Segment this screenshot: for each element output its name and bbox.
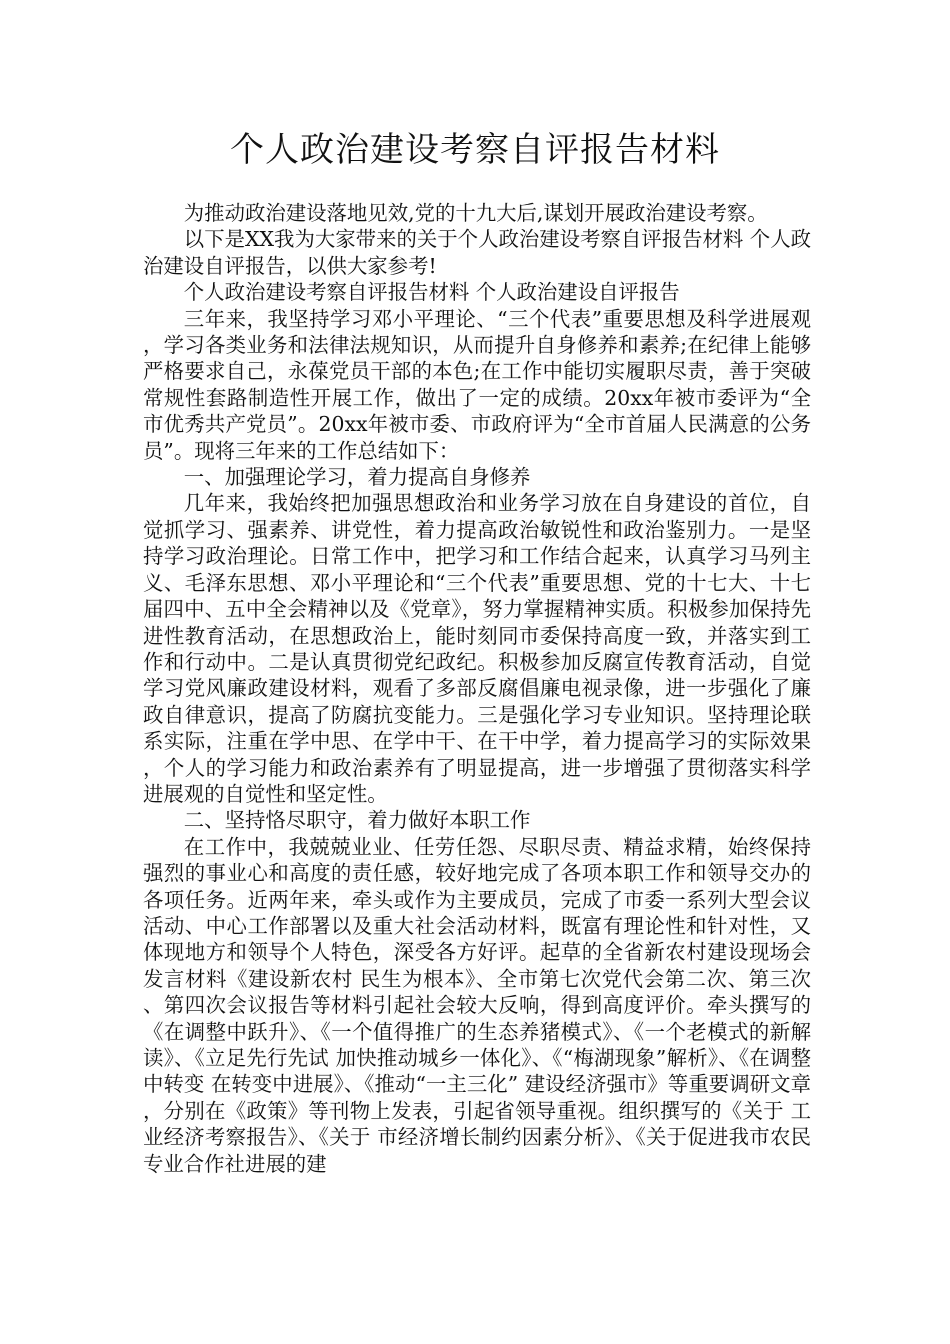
section-heading-2: 二、坚持恪尽职守，着力做好本职工作 [183,808,531,833]
section-heading-1: 一、加强理论学习，着力提高自身修养 [183,465,531,490]
document-body [143,200,811,1177]
document-title: 个人政治建设考察自评报告材料 [230,130,720,170]
paragraph-preface: 以下是XX我为大家带来的关于个人政治建设考察自评报告材料 个人政治建设自评报告，以供大家参考! [143,227,811,278]
paragraph-summary: 三年来，我坚持学习邓小平理论、“三个代表”重要思想及科学进展观，学习各类业务和法律法规知识，从而提升自身修养和素养;在纪律上能够严格要求自己，永葆党员干部的本色;在工作中能切实履职尽责，善于突破常规性套路制造性开展工作，做出了一定的成绩。20xx年被市委评为“全市优秀共产党员”。20xx年被市委、市政府评为“全市首届人民满意的公务员”。现将三年来的工作总结如下： [143,306,811,463]
paragraph-subtitle: 个人政治建设考察自评报告材料 个人政治建设自评报告 [183,280,680,305]
paragraph-section-1: 几年来，我始终把加强思想政治和业务学习放在自身建设的首位，自觉抓学习、强素养、讲党性，着力提高政治敏锐性和政治鉴别力。一是坚持学习政治理论。日常工作中，把学习和工作结合起来，认真学习马列主义、毛泽东思想、邓小平理论和“三个代表”重要思想、党的十七大、十七届四中、五中全会精神以及《党章》，努力掌握精神实质。积极参加保持先进性教育活动，在思想政治上，能时刻同市委保持高度一致，并落实到工作和行动中。二是认真贯彻党纪政纪。积极参加反腐宣传教育活动，自觉学习党风廉政建设材料，观看了多部反腐倡廉电视录像，进一步强化了廉政自律意识，提高了防腐抗变能力。三是强化学习专业知识。坚持理论联系实际，注重在学中思、在学中干、在干中学，着力提高学习的实际效果，个人的学习能力和政治素养有了明显提高，进一步增强了贯彻落实科学进展观的自觉性和坚定性。 [143,491,811,806]
paragraph-intro: 为推动政治建设落地见效,党的十九大后,谋划开展政治建设考察。 [183,201,768,225]
paragraph-section-2: 在工作中，我兢兢业业、任劳任怨、尽职尽责、精益求精，始终保持强烈的事业心和高度的责任感，较好地完成了各项本职工作和领导交办的各项任务。近两年来，牵头或作为主要成员，完成了市委一系列大型会议活动、中心工作部署以及重大社会活动材料，既富有理论性和针对性，又体现地方和领导个人特色，深受各方好评。起草的全省新农村建设现场会发言材料《建设新农村 民生为根本》、全市第七次党代会第二次、第三次、第四次会议报告等材料引起社会较大反响，得到高度评价。牵头撰写的《在调整中跃升》、《一个值得推广的生态养猪模式》、《一个老模式的新解读》、《立足先行先试 加快推动城乡一体化》、《“梅湖现象”解析》、《在调整中转变 在转变中进展》、《推动“一主三化” 建设经济强市》等重要调研文章，分别在《政策》等刊物上发表，引起省领导重视。组织撰写的《关于 工业经济考察报告》、《关于 市经济增长制约因素分析》、《关于促进我市农民专业合作社进展的建 [143,834,811,1176]
